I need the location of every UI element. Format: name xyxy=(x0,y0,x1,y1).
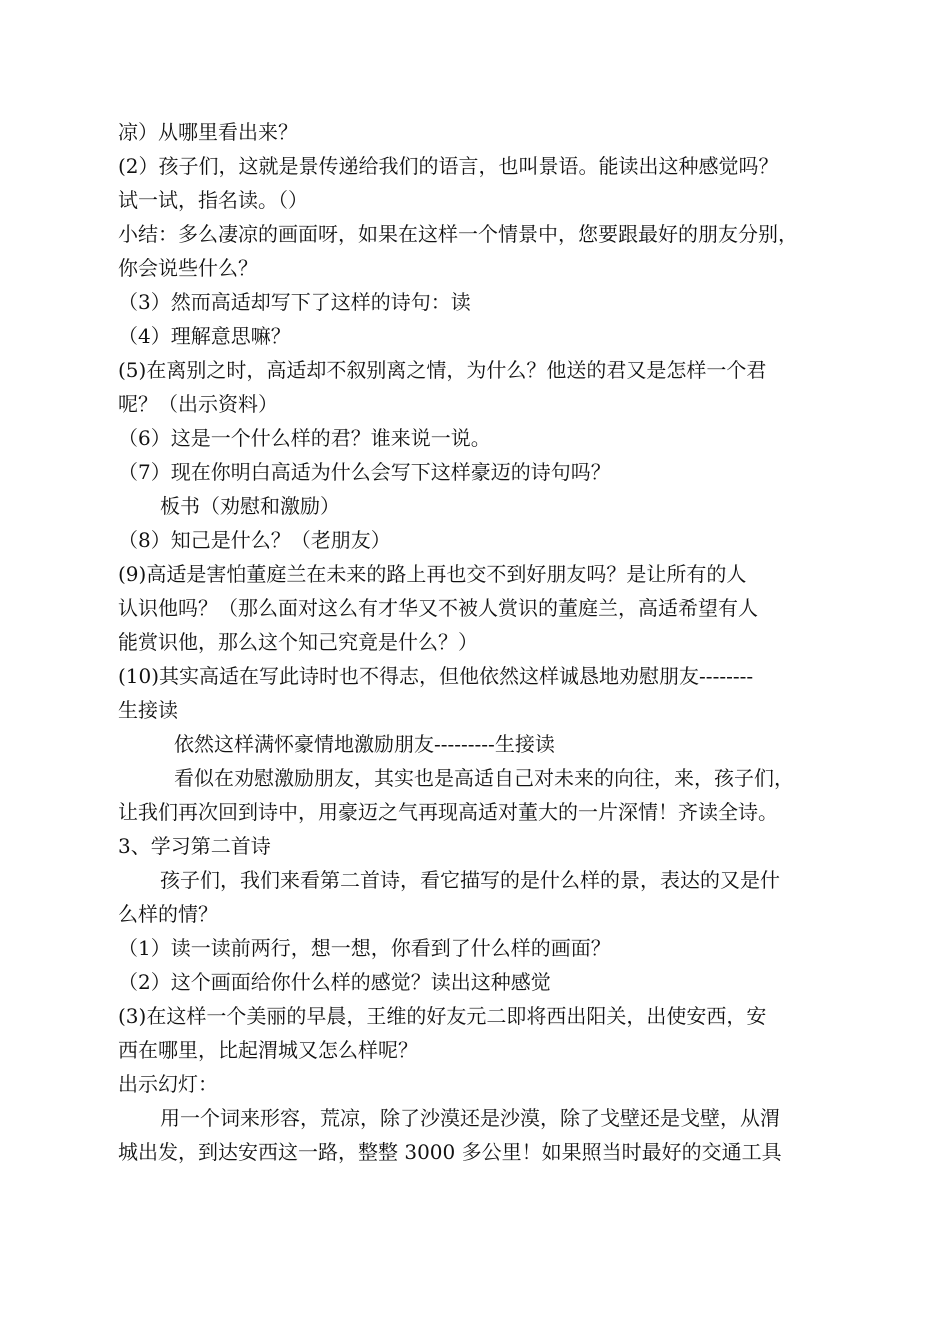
text-line: （6）这是一个什么样的君？谁来说一说。 xyxy=(118,426,491,450)
text-line: 城出发，到达安西这一路，整整 3000 多公里！如果照当时最好的交通工具 xyxy=(118,1140,782,1164)
text-line: 出示幻灯： xyxy=(118,1072,218,1096)
text-line: （2）这个画面给你什么样的感觉？读出这种感觉 xyxy=(118,970,551,994)
text-line: 生接读 xyxy=(118,698,178,722)
text-line: （3）然而高适却写下了这样的诗句：读 xyxy=(118,290,471,314)
text-line: （8）知己是什么？（老朋友） xyxy=(118,528,391,552)
text-line: 依然这样满怀豪情地激励朋友---------生接读 xyxy=(174,732,555,756)
text-line: （4）理解意思嘛？ xyxy=(118,324,291,348)
text-line: 认识他吗？（那么面对这么有才华又不被人赏识的董庭兰，高适希望有人 xyxy=(118,596,758,620)
text-line: 让我们再次回到诗中，用豪迈之气再现高适对董大的一片深情！齐读全诗。 xyxy=(118,800,778,824)
text-line: 呢？（出示资料） xyxy=(118,392,278,416)
text-line: 凉）从哪里看出来？ xyxy=(118,120,298,144)
text-line: 小结：多么凄凉的画面呀，如果在这样一个情景中，您要跟最好的朋友分别， xyxy=(118,222,798,246)
text-line: (10)其实高适在写此诗时也不得志，但他依然这样诚恳地劝慰朋友-------- xyxy=(118,664,754,688)
document-body xyxy=(118,115,850,1169)
text-line: 试一试，指名读。（） xyxy=(118,188,308,212)
text-line: 孩子们，我们来看第二首诗，看它描写的是什么样的景，表达的又是什 xyxy=(160,868,780,892)
text-line: 能赏识他，那么这个知己究竟是什么？） xyxy=(118,630,478,654)
text-line: 你会说些什么？ xyxy=(118,256,258,280)
section-heading: 3、学习第二首诗 xyxy=(118,834,271,858)
text-line: 么样的情？ xyxy=(118,902,218,926)
text-line: 看似在劝慰激励朋友，其实也是高适自己对未来的向往，来，孩子们， xyxy=(174,766,794,790)
text-line: （7）现在你明白高适为什么会写下这样豪迈的诗句吗？ xyxy=(118,460,611,484)
text-line: (5)在离别之时，高适却不叙别离之情，为什么？他送的君又是怎样一个君 xyxy=(118,358,767,382)
text-line: (3)在这样一个美丽的早晨，王维的好友元二即将西出阳关，出使安西，安 xyxy=(118,1004,767,1028)
text-line: 西在哪里，比起渭城又怎么样呢？ xyxy=(118,1038,418,1062)
text-line: 板书（劝慰和激励） xyxy=(160,494,340,518)
text-line: 用一个词来形容，荒凉，除了沙漠还是沙漠，除了戈壁还是戈壁，从渭 xyxy=(160,1106,780,1130)
text-line: (2）孩子们，这就是景传递给我们的语言，也叫景语。能读出这种感觉吗？ xyxy=(118,154,779,178)
text-line: (9)高适是害怕董庭兰在未来的路上再也交不到好朋友吗？是让所有的人 xyxy=(118,562,747,586)
text-line: （1）读一读前两行，想一想，你看到了什么样的画面？ xyxy=(118,936,611,960)
